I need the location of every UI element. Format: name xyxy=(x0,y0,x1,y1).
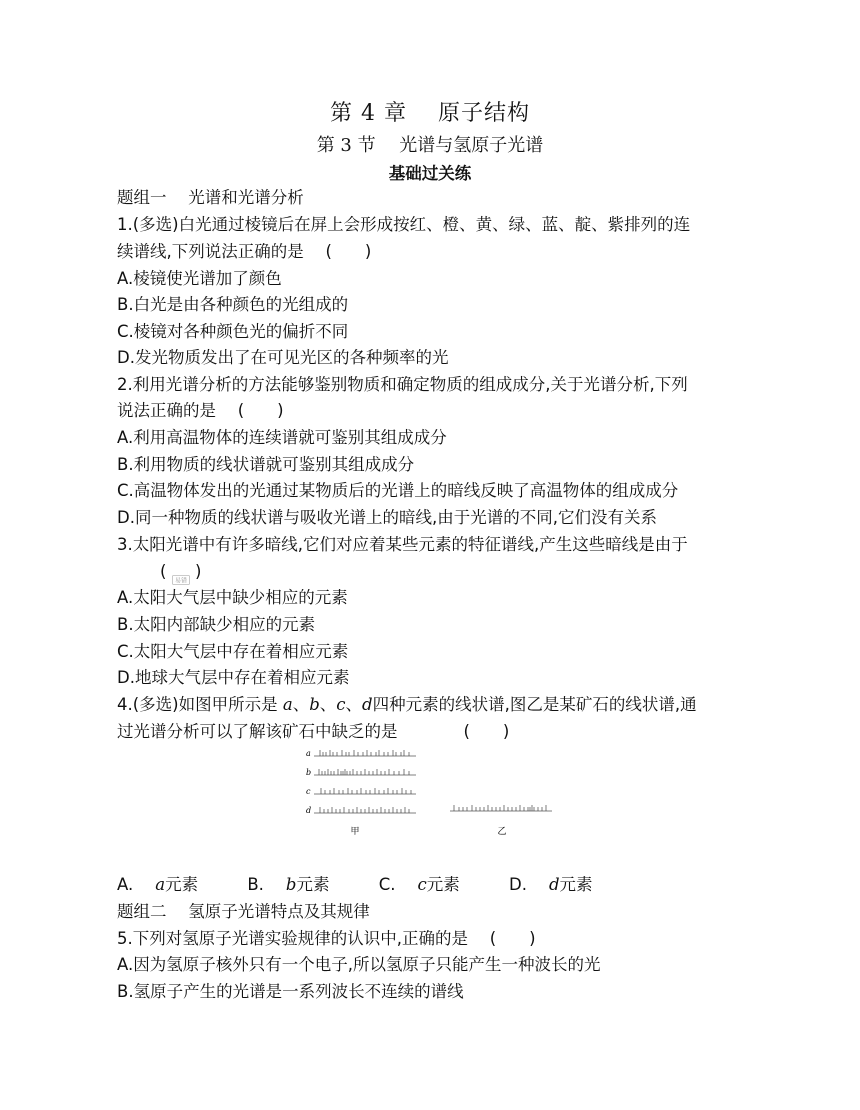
q5-stem: 5.下列对氢原子光谱实验规律的认识中,正确的是 ( ) xyxy=(117,929,536,948)
q3-option-c: C.太阳大气层中存在着相应元素 xyxy=(117,642,349,661)
spectrum-row-label-d: d xyxy=(306,806,312,815)
spectrum-row-yi xyxy=(450,805,552,811)
q5-option-a: A.因为氢原子核外只有一个电子,所以氢原子只能产生一种波长的光 xyxy=(117,955,601,974)
spectrum-row-label-b: b xyxy=(306,768,312,777)
svg-text:易错: 易错 xyxy=(174,577,187,584)
q2-stem-line2: 说法正确的是 ( ) xyxy=(117,401,284,420)
spectrum-rows-jia xyxy=(306,749,416,815)
q4-stem-prefix: 4.(多选)如图甲所示是 xyxy=(117,695,283,714)
q4-stem-line1 xyxy=(117,693,697,717)
q3-paren-open: ( xyxy=(160,562,167,581)
q4-sep-2: 、 xyxy=(319,695,337,714)
q3-paren-close: ) xyxy=(194,562,202,581)
var-b: b xyxy=(309,695,320,714)
q3-option-b: B.太阳内部缺少相应的元素 xyxy=(117,615,316,634)
var-c: c xyxy=(336,695,346,714)
q5-option-b: B.氢原子产生的光谱是一系列波长不连续的谱线 xyxy=(117,982,464,1001)
q4-stem-line2: 过光谱分析可以了解该矿石中缺乏的是 ( ) xyxy=(117,722,510,741)
q1-option-c: C.棱镜对各种颜色光的偏折不同 xyxy=(117,322,349,341)
q4-option-c: C. c元素 xyxy=(378,875,460,894)
figure-label-jia: 甲 xyxy=(350,827,360,837)
q3-answer-bracket xyxy=(160,560,201,584)
q1-stem-line1: 1.(多选)白光通过棱镜后在屏上会形成按红、橙、黄、绿、蓝、靛、紫排列的连 xyxy=(117,215,691,234)
q3-stem-line1: 3.太阳光谱中有许多暗线,它们对应着某些元素的特征谱线,产生这些暗线是由于 xyxy=(117,535,688,554)
q1-stem-line2: 续谱线,下列说法正确的是 ( ) xyxy=(117,242,372,261)
q1-option-b: B.白光是由各种颜色的光组成的 xyxy=(117,295,349,314)
q4-options xyxy=(117,873,637,897)
q2-option-c: C.高温物体发出的光通过某物质后的光谱上的暗线反映了高温物体的组成成分 xyxy=(117,481,679,500)
q4-option-a: A. a元素 xyxy=(117,875,199,894)
section-title: 第 3 节 光谱与氢原子光谱 xyxy=(316,135,544,156)
exercise-subtitle: 基础过关练 xyxy=(388,164,472,183)
q4-sep-3: 、 xyxy=(345,695,363,714)
error-prone-stamp xyxy=(172,568,190,584)
group1-heading: 题组一 光谱和光谱分析 xyxy=(117,188,304,207)
var-d: d xyxy=(362,695,373,714)
q1-option-a: A.棱镜使光谱加了颜色 xyxy=(117,269,282,288)
spectrum-row-label-a: a xyxy=(306,749,311,758)
q4-option-b: B. b元素 xyxy=(247,875,330,894)
figure-label-yi: 乙 xyxy=(497,827,507,837)
q2-option-b: B.利用物质的线状谱就可鉴别其组成成分 xyxy=(117,455,415,474)
q2-stem-line1: 2.利用光谱分析的方法能够鉴别物质和确定物质的组成成分,关于光谱分析,下列 xyxy=(117,375,688,394)
chapter-title: 第 4 章 原子结构 xyxy=(330,101,530,126)
q4-option-d: D. d元素 xyxy=(509,875,593,894)
q3-option-a: A.太阳大气层中缺少相应的元素 xyxy=(117,588,348,607)
var-a: a xyxy=(282,695,293,714)
line-spectrum-figure xyxy=(300,744,560,840)
group2-heading: 题组二 氢原子光谱特点及其规律 xyxy=(117,902,370,921)
q4-stem-suffix: 四种元素的线状谱,图乙是某矿石的线状谱,通 xyxy=(372,695,697,714)
spectrum-row-label-c: c xyxy=(306,787,311,796)
q2-option-a: A.利用高温物体的连续谱就可鉴别其组成成分 xyxy=(117,428,447,447)
q2-option-d: D.同一种物质的线状谱与吸收光谱上的暗线,由于光谱的不同,它们没有关系 xyxy=(117,508,657,527)
q1-option-d: D.发光物质发出了在可见光区的各种频率的光 xyxy=(117,348,449,367)
q3-option-d: D.地球大气层中存在着相应元素 xyxy=(117,668,350,687)
q4-sep-1: 、 xyxy=(292,695,310,714)
